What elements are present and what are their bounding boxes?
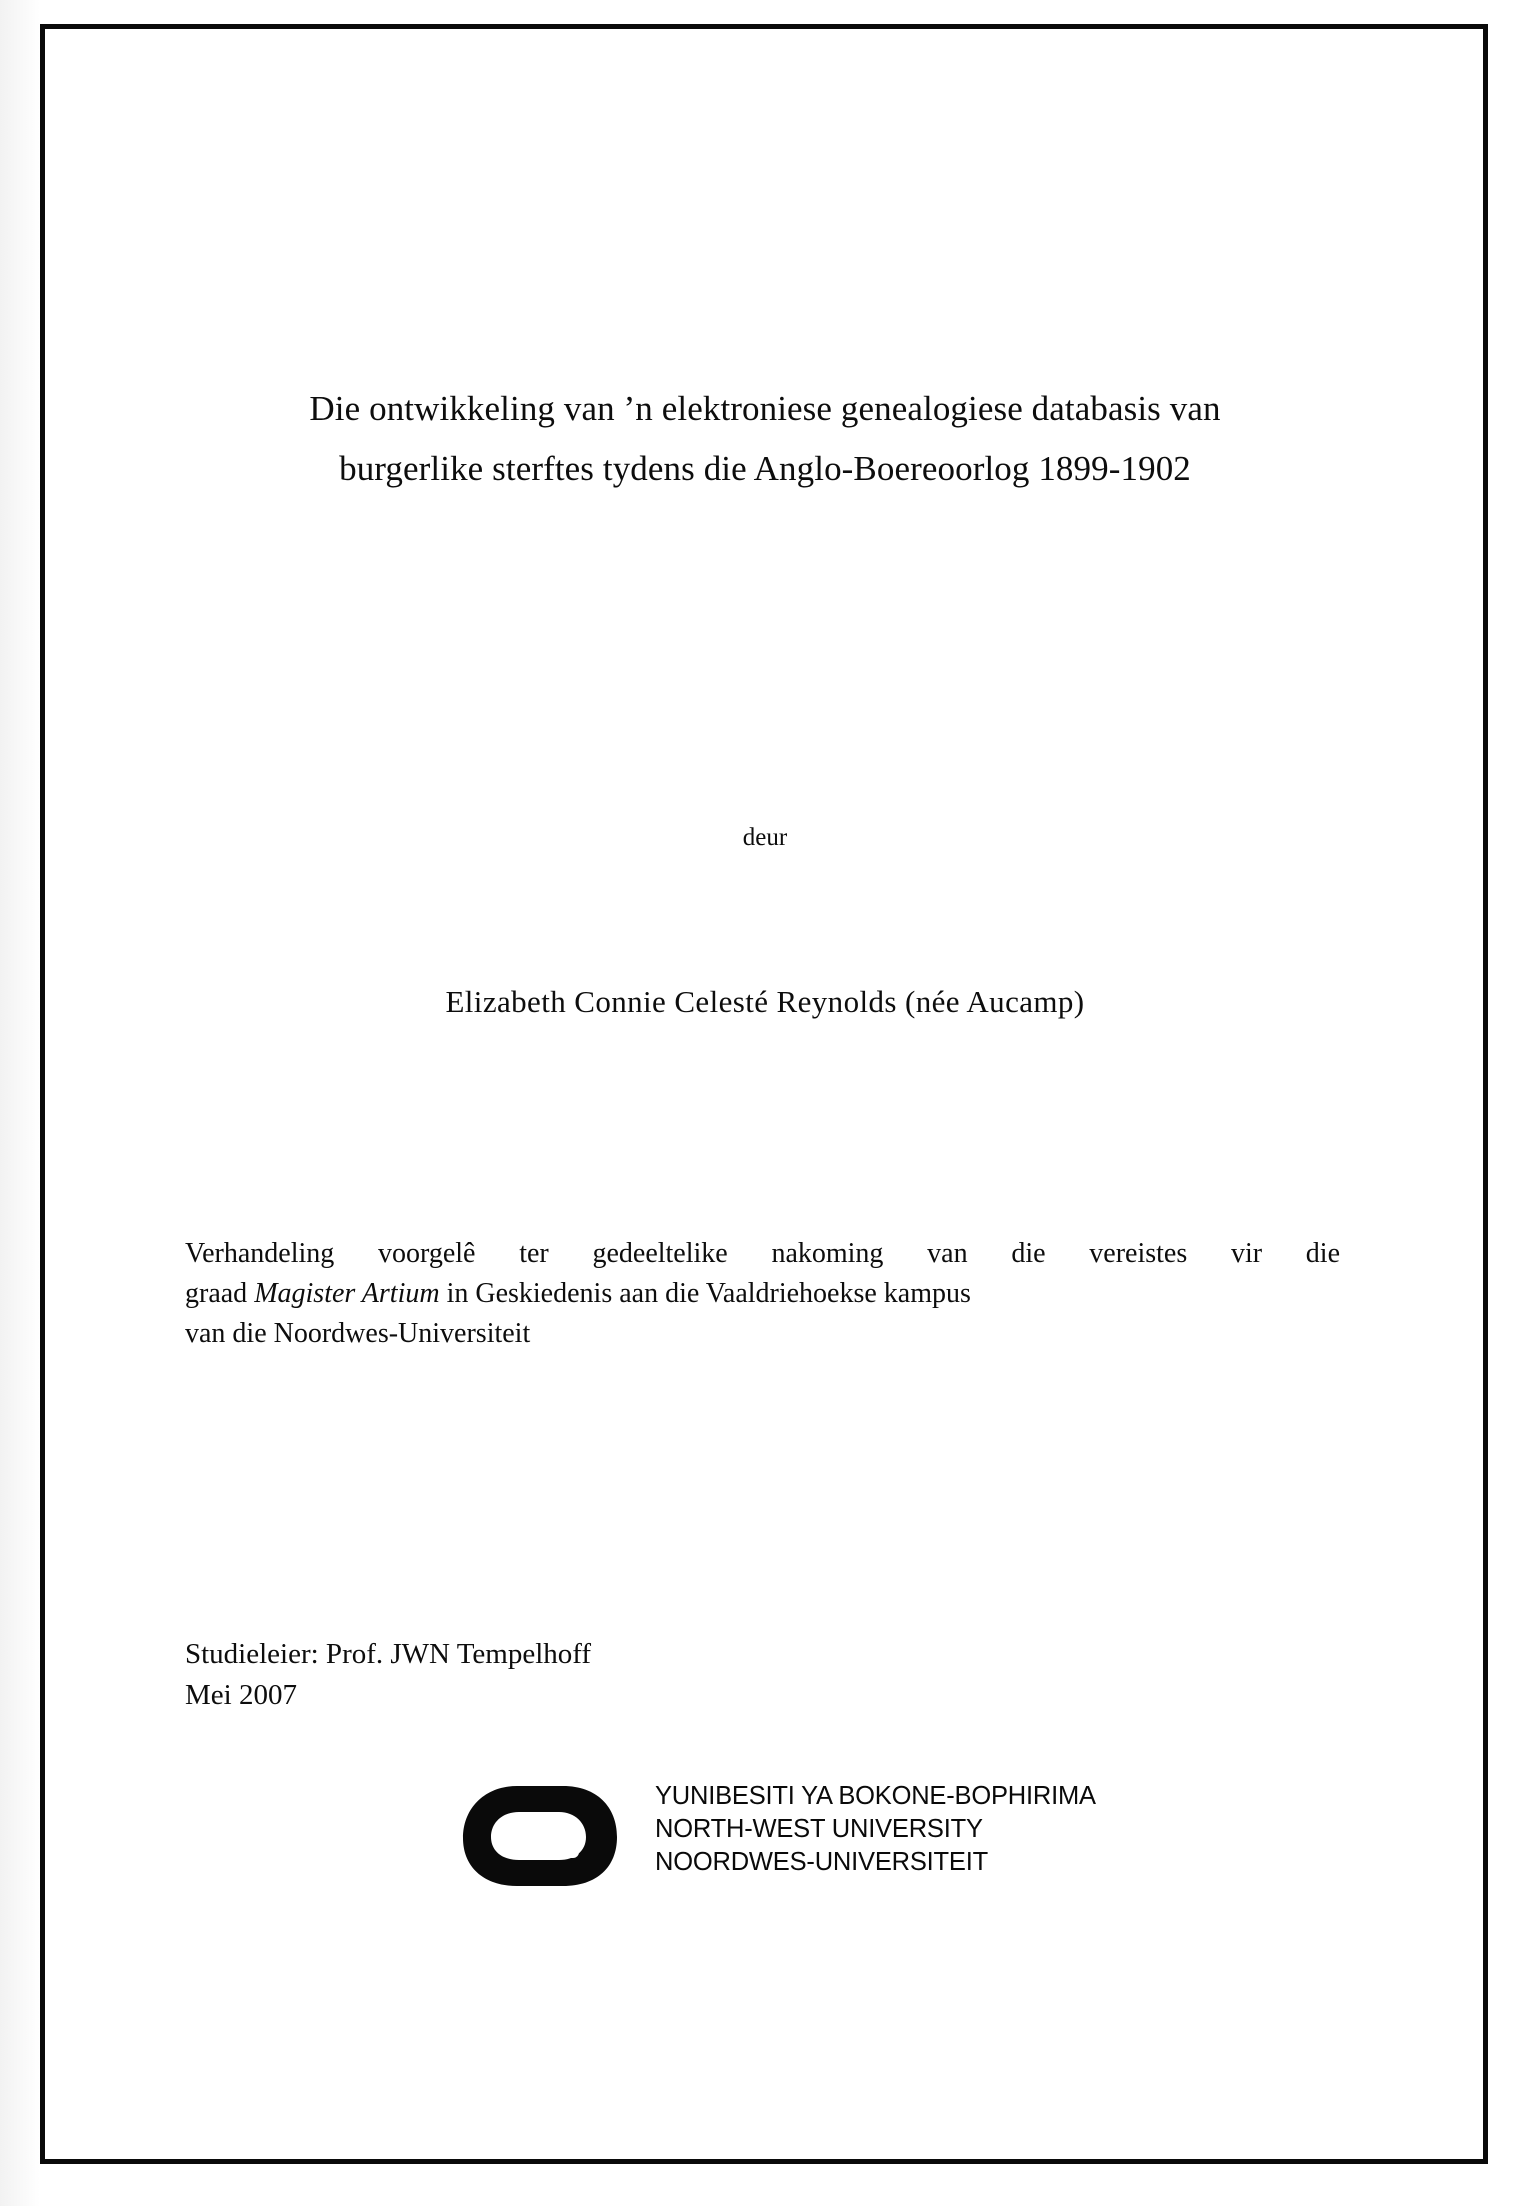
date-line: Mei 2007	[185, 1679, 297, 1712]
title-page-frame	[40, 24, 1488, 2164]
degree-statement	[185, 1234, 1340, 1353]
supervisor-block	[185, 1634, 1345, 1716]
logo-text-line-2: NORTH-WEST UNIVERSITY	[655, 1815, 983, 1844]
title-line-1: Die ontwikkeling van ’n elektroniese genealogiese databasis van	[309, 389, 1221, 428]
university-logo	[455, 1774, 1155, 1904]
degree-statement-line-3: van die Noordwes-Universiteit	[185, 1317, 531, 1349]
logo-text-line-3: NOORDWES-UNIVERSITEIT	[655, 1848, 988, 1877]
university-logo-text	[655, 1780, 1096, 1879]
degree-name-italic: Magister Artium	[254, 1277, 440, 1309]
logo-text-line-1: YUNIBESITI YA BOKONE-BOPHIRIMA	[655, 1782, 1096, 1810]
author-label: deur	[742, 824, 788, 851]
degree-statement-line-2	[185, 1274, 1340, 1314]
degree-statement-line-2-prefix: graad	[185, 1277, 255, 1309]
nwu-logo-icon	[455, 1782, 645, 1890]
title-page-content	[185, 29, 1345, 2159]
page-title	[185, 379, 1345, 499]
title-line-2: burgerlike sterftes tydens die Anglo-Boereoorlog 1899-1902	[339, 449, 1191, 489]
degree-statement-line-1: Verhandeling voorgelê ter gedeeltelike nakoming van die vereistes vir die	[185, 1238, 1340, 1269]
supervisor-line: Studieleier: Prof. JWN Tempelhoff	[185, 1638, 592, 1670]
author-name: Elizabeth Connie Celesté Reynolds (née Aucamp)	[445, 984, 1085, 1019]
degree-statement-line-2-suffix: in Geskiedenis aan die Vaaldriehoekse kampus	[439, 1277, 971, 1309]
page-inner	[45, 29, 1483, 2159]
scan-edge-artifact	[0, 0, 40, 2206]
